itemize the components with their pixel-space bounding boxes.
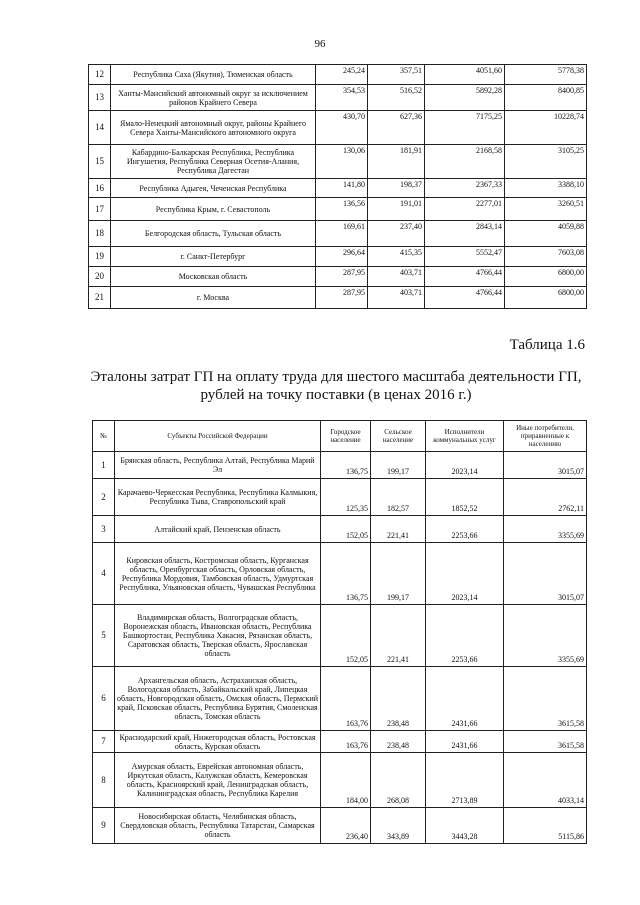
value-cell: 184,00 bbox=[321, 753, 371, 808]
value-cell: 182,57 bbox=[371, 479, 426, 516]
row-number: 5 bbox=[93, 605, 115, 667]
table-row bbox=[93, 452, 587, 479]
table-row bbox=[93, 808, 587, 844]
table-row bbox=[93, 479, 587, 516]
value-cell: 191,01 bbox=[368, 198, 425, 221]
table-title: Эталоны затрат ГП на оплату труда для шестого масштаба деятельности ГП, рублей на точку поставки (в ценах 2016 г.) bbox=[90, 369, 582, 403]
value-cell: 163,76 bbox=[321, 667, 371, 731]
value-cell: 125,35 bbox=[321, 479, 371, 516]
value-cell: 5552,47 bbox=[425, 247, 505, 267]
value-cell: 236,40 bbox=[321, 808, 371, 844]
row-number: 15 bbox=[89, 145, 111, 179]
row-number: 8 bbox=[93, 753, 115, 808]
value-cell: 2713,89 bbox=[426, 753, 504, 808]
subject-cell: Ямало-Ненецкий автономный округ, районы Крайнего Севера Ханты-Мансийского автономного округа bbox=[111, 111, 316, 145]
table-row bbox=[89, 287, 587, 309]
value-cell: 287,95 bbox=[316, 287, 368, 309]
row-number: 3 bbox=[93, 516, 115, 543]
value-cell: 136,75 bbox=[321, 452, 371, 479]
value-cell: 3355,69 bbox=[504, 516, 587, 543]
value-cell: 2431,66 bbox=[426, 731, 504, 753]
value-cell: 163,76 bbox=[321, 731, 371, 753]
subject-cell: Кировская область, Костромская область, Курганская область, Оренбургская область, Орловская область, Республика Мордовия, Тамбовская область, Удмуртская Республика, Ульяновская область, Чувашская Республика bbox=[115, 543, 321, 605]
subject-cell: Краснодарский край, Нижегородская область, Ростовская область, Курская область bbox=[115, 731, 321, 753]
value-cell: 152,05 bbox=[321, 605, 371, 667]
value-cell: 2253,66 bbox=[426, 605, 504, 667]
row-number: 19 bbox=[89, 247, 111, 267]
value-cell: 627,36 bbox=[368, 111, 425, 145]
row-number: 7 bbox=[93, 731, 115, 753]
value-cell: 4033,14 bbox=[504, 753, 587, 808]
subject-cell: Республика Саха (Якутия), Тюменская область bbox=[111, 65, 316, 85]
table-header-row bbox=[93, 421, 587, 452]
row-number: 21 bbox=[89, 287, 111, 309]
value-cell: 181,91 bbox=[368, 145, 425, 179]
subject-cell: Карачаево-Черкесская Республика, Республика Калмыкия, Республика Тыва, Ставропольский край bbox=[115, 479, 321, 516]
value-cell: 6800,00 bbox=[505, 287, 587, 309]
table-continued bbox=[88, 64, 587, 309]
value-cell: 2023,14 bbox=[426, 543, 504, 605]
value-cell: 403,71 bbox=[368, 287, 425, 309]
table-row bbox=[93, 516, 587, 543]
value-cell: 245,24 bbox=[316, 65, 368, 85]
subject-cell: Республика Крым, г. Севастополь bbox=[111, 198, 316, 221]
row-number: 6 bbox=[93, 667, 115, 731]
value-cell: 5778,38 bbox=[505, 65, 587, 85]
value-cell: 430,70 bbox=[316, 111, 368, 145]
value-cell: 354,53 bbox=[316, 85, 368, 111]
value-cell: 169,61 bbox=[316, 221, 368, 247]
value-cell: 2762,11 bbox=[504, 479, 587, 516]
value-cell: 296,64 bbox=[316, 247, 368, 267]
value-cell: 403,71 bbox=[368, 267, 425, 287]
subject-cell: Алтайский край, Пензенская область bbox=[115, 516, 321, 543]
header-rural: Сельское население bbox=[371, 421, 426, 452]
subject-cell: Брянская область, Республика Алтай, Республика Марий Эл bbox=[115, 452, 321, 479]
row-number: 14 bbox=[89, 111, 111, 145]
table-row bbox=[89, 179, 587, 198]
table-row bbox=[93, 543, 587, 605]
table-caption: Таблица 1.6 bbox=[509, 337, 585, 353]
value-cell: 2023,14 bbox=[426, 452, 504, 479]
subject-cell: Ханты-Мансийский автономный округ за исключением районов Крайнего Севера bbox=[111, 85, 316, 111]
value-cell: 7603,08 bbox=[505, 247, 587, 267]
value-cell: 10228,74 bbox=[505, 111, 587, 145]
row-number: 18 bbox=[89, 221, 111, 247]
value-cell: 4051,60 bbox=[425, 65, 505, 85]
value-cell: 415,35 bbox=[368, 247, 425, 267]
value-cell: 343,89 bbox=[371, 808, 426, 844]
value-cell: 516,52 bbox=[368, 85, 425, 111]
value-cell: 5115,86 bbox=[504, 808, 587, 844]
value-cell: 3388,10 bbox=[505, 179, 587, 198]
subject-cell: Республика Адыгея, Чеченская Республика bbox=[111, 179, 316, 198]
subject-cell: г. Санкт-Петербург bbox=[111, 247, 316, 267]
table-row bbox=[93, 753, 587, 808]
value-cell: 8400,85 bbox=[505, 85, 587, 111]
value-cell: 357,51 bbox=[368, 65, 425, 85]
value-cell: 199,17 bbox=[371, 452, 426, 479]
value-cell: 221,41 bbox=[371, 605, 426, 667]
value-cell: 238,48 bbox=[371, 731, 426, 753]
value-cell: 4766,44 bbox=[425, 287, 505, 309]
row-number: 13 bbox=[89, 85, 111, 111]
table-row bbox=[89, 145, 587, 179]
table-row bbox=[93, 605, 587, 667]
value-cell: 2843,14 bbox=[425, 221, 505, 247]
table-row bbox=[89, 198, 587, 221]
table-row bbox=[89, 85, 587, 111]
value-cell: 7175,25 bbox=[425, 111, 505, 145]
value-cell: 238,48 bbox=[371, 667, 426, 731]
value-cell: 130,06 bbox=[316, 145, 368, 179]
value-cell: 2277,01 bbox=[425, 198, 505, 221]
value-cell: 4059,88 bbox=[505, 221, 587, 247]
value-cell: 2168,58 bbox=[425, 145, 505, 179]
page-number: 96 bbox=[314, 38, 326, 50]
table-row bbox=[93, 731, 587, 753]
value-cell: 152,05 bbox=[321, 516, 371, 543]
value-cell: 2431,66 bbox=[426, 667, 504, 731]
value-cell: 4766,44 bbox=[425, 267, 505, 287]
subject-cell: Владимирская область, Волгоградская область, Воронежская область, Ивановская область, Республика Башкортостан, Республика Хакасия, Рязанская область, Саратовская область, Тверская область, Ярославская область bbox=[115, 605, 321, 667]
value-cell: 136,56 bbox=[316, 198, 368, 221]
row-number: 16 bbox=[89, 179, 111, 198]
subject-cell: Кабардино-Балкарская Республика, Республика Ингушетия, Республика Северная Осетия-Алания, Республика Дагестан bbox=[111, 145, 316, 179]
row-number: 17 bbox=[89, 198, 111, 221]
value-cell: 1852,52 bbox=[426, 479, 504, 516]
header-urban: Городское население bbox=[321, 421, 371, 452]
value-cell: 3615,58 bbox=[504, 667, 587, 731]
value-cell: 2253,66 bbox=[426, 516, 504, 543]
row-number: 9 bbox=[93, 808, 115, 844]
value-cell: 3615,58 bbox=[504, 731, 587, 753]
table-main bbox=[92, 420, 587, 844]
value-cell: 3105,25 bbox=[505, 145, 587, 179]
value-cell: 6800,00 bbox=[505, 267, 587, 287]
row-number: 2 bbox=[93, 479, 115, 516]
row-number: 4 bbox=[93, 543, 115, 605]
subject-cell: Архангельская область, Астраханская область, Вологодская область, Забайкальский край, Липецкая область, Новгородская область, Омская область, Пермский край, Псковская область, Республика Бурятия, Смоленская область, Томская область bbox=[115, 667, 321, 731]
subject-cell: Московская область bbox=[111, 267, 316, 287]
table-row bbox=[93, 667, 587, 731]
value-cell: 3260,51 bbox=[505, 198, 587, 221]
value-cell: 2367,33 bbox=[425, 179, 505, 198]
header-utilities: Исполнители коммунальных услуг bbox=[426, 421, 504, 452]
value-cell: 287,95 bbox=[316, 267, 368, 287]
value-cell: 268,08 bbox=[371, 753, 426, 808]
value-cell: 198,37 bbox=[368, 179, 425, 198]
table-row bbox=[89, 65, 587, 85]
subject-cell: Новосибирская область, Челябинская область, Свердловская область, Республика Татарстан, Самарская область bbox=[115, 808, 321, 844]
subject-cell: Амурская область, Еврейская автономная область, Иркутская область, Калужская область, Кемеровская область, Красноярский край, Ленинградская область, Калининградская область, Республика Карелия bbox=[115, 753, 321, 808]
table-row bbox=[89, 267, 587, 287]
value-cell: 3355,69 bbox=[504, 605, 587, 667]
value-cell: 5892,28 bbox=[425, 85, 505, 111]
row-number: 20 bbox=[89, 267, 111, 287]
value-cell: 136,75 bbox=[321, 543, 371, 605]
value-cell: 141,80 bbox=[316, 179, 368, 198]
table-row bbox=[89, 221, 587, 247]
value-cell: 237,40 bbox=[368, 221, 425, 247]
value-cell: 199,17 bbox=[371, 543, 426, 605]
value-cell: 3015,07 bbox=[504, 452, 587, 479]
header-number: № bbox=[93, 421, 115, 452]
value-cell: 221,41 bbox=[371, 516, 426, 543]
header-subject: Субъекты Российской Федерации bbox=[115, 421, 321, 452]
value-cell: 3443,28 bbox=[426, 808, 504, 844]
value-cell: 3015,07 bbox=[504, 543, 587, 605]
table-row bbox=[89, 111, 587, 145]
table-row bbox=[89, 247, 587, 267]
subject-cell: Белгородская область, Тульская область bbox=[111, 221, 316, 247]
header-other-consumers: Иные потребители, приравненные к населению bbox=[504, 421, 587, 452]
row-number: 12 bbox=[89, 65, 111, 85]
row-number: 1 bbox=[93, 452, 115, 479]
subject-cell: г. Москва bbox=[111, 287, 316, 309]
